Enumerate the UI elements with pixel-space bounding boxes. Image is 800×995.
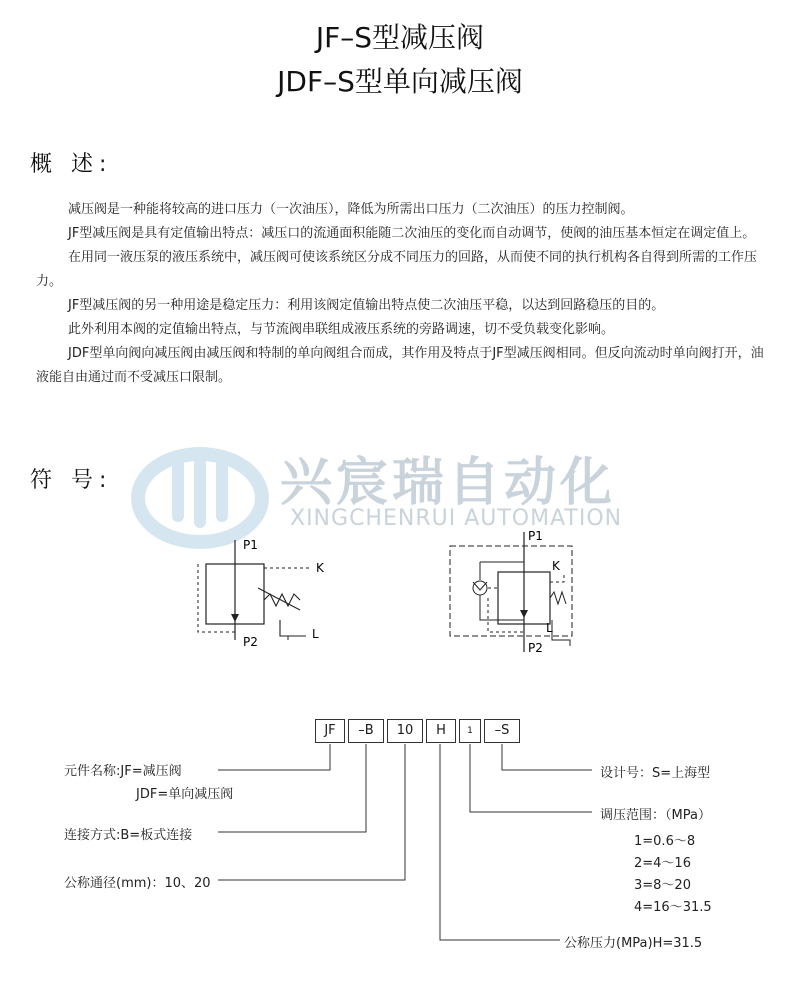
- code-cell-series: JF: [315, 719, 345, 743]
- label-l: L: [546, 621, 553, 635]
- title-line-2: JDF–S型单向减压阀: [277, 65, 523, 98]
- code-cell-connection: –B: [348, 719, 384, 743]
- label-k: K: [552, 559, 560, 573]
- code-cell-diameter: 10: [387, 719, 423, 743]
- paragraph: 此外利用本阀的定值输出特点，与节流阀串联组成液压系统的旁路调速，切不受负载变化影响。: [68, 322, 615, 337]
- overview-text: [36, 198, 776, 390]
- paragraph: JF型减压阀是具有定值输出特点：减压口的流通面积能随二次油压的变化而自动调节，使阀的油压基本恒定在调定值上。: [68, 226, 756, 241]
- paragraph: JDF型单向阀向减压阀由减压阀和特制的单向阀组合而成，其作用及特点于JF型减压阀相同。但反向流动时单向阀打开，油液能自由通过而不受减压口限制。: [36, 346, 764, 385]
- code-cell-pressure: H: [426, 719, 456, 743]
- label-design: 设计号：S=上海型: [600, 766, 711, 781]
- label-range: 调压范围：（MPa）: [600, 808, 711, 823]
- overview-heading: 概 述:: [30, 152, 113, 177]
- range-item: 3=8～20: [634, 878, 691, 893]
- label-p2: P2: [243, 635, 258, 649]
- code-cell-range: 1: [459, 719, 481, 743]
- paragraph: 在用同一液压泵的液压系统中，减压阀可使该系统区分成不同压力的回路，从而使不同的执行机构各自得到所需的工作压力。: [36, 250, 758, 289]
- label-connection: 连接方式:B=板式连接: [64, 828, 193, 843]
- title-line-1: JF–S型减压阀: [315, 21, 485, 54]
- label-element-name-2: JDF=单向减压阀: [136, 787, 234, 802]
- label-p1: P1: [528, 529, 543, 543]
- symbols-heading: 符 号:: [30, 468, 113, 493]
- paragraph: 减压阀是一种能将较高的进口压力（一次油压），降低为所需出口压力（二次油压）的压力控制阀。: [68, 202, 634, 217]
- range-item: 1=0.6～8: [634, 834, 696, 849]
- range-item: 2=4～16: [634, 856, 691, 871]
- label-k: K: [316, 561, 324, 575]
- label-diameter: 公称通径(mm)：10、20: [64, 876, 211, 891]
- range-item: 4=16～31.5: [634, 900, 712, 915]
- label-p2: P2: [528, 641, 543, 655]
- check-pressure-reducing-valve-symbol: [440, 528, 600, 658]
- label-l: L: [312, 627, 319, 641]
- label-element-name: 元件名称:JF=减压阀: [64, 764, 182, 779]
- watermark-cn: 兴宸瑞自动化: [280, 453, 617, 513]
- pressure-reducing-valve-symbol: [180, 530, 340, 650]
- watermark-en: XINGCHENRUI AUTOMATION: [290, 506, 623, 531]
- label-nominal-pressure: 公称压力(MPa)H=31.5: [564, 936, 703, 951]
- label-p1: P1: [243, 538, 258, 552]
- code-cell-design: –S: [484, 719, 520, 743]
- paragraph: JF型减压阀的另一种用途是稳定压力：利用该阀定值输出特点使二次油压平稳，以达到回路稳压的目的。: [68, 298, 665, 313]
